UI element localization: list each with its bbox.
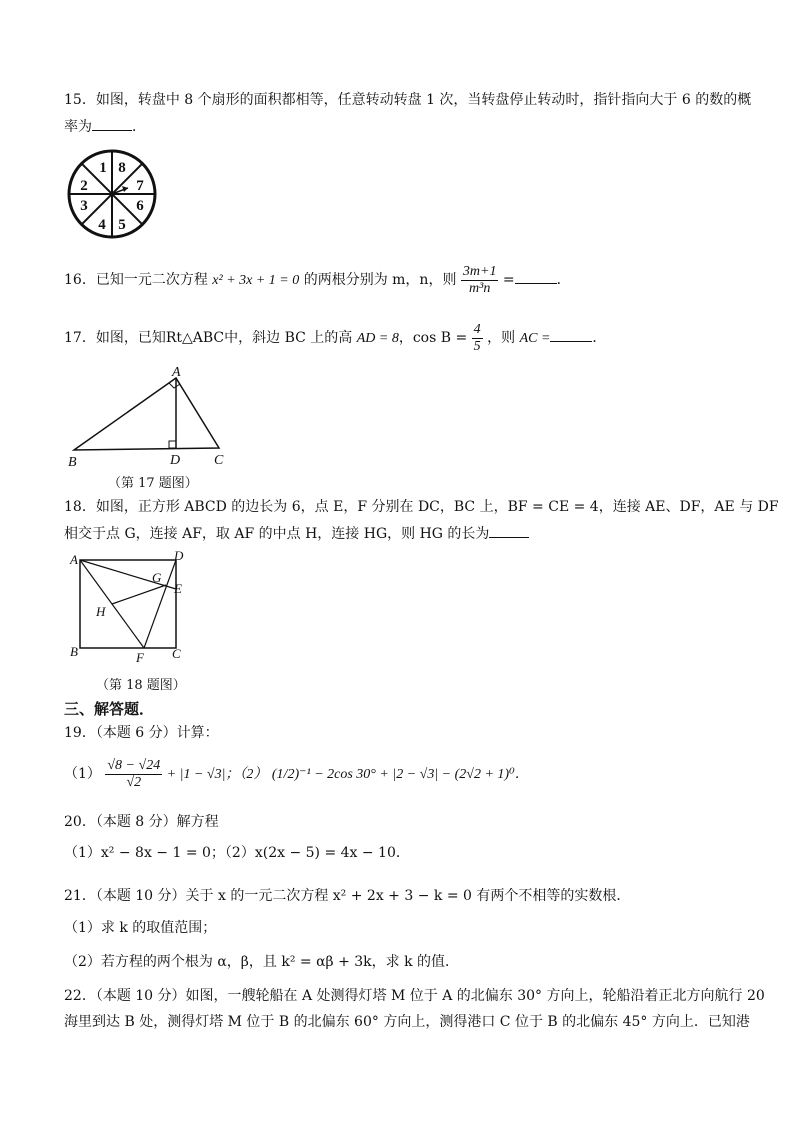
q17-ad: AD = 8 xyxy=(356,331,399,346)
q16-prefix: 16．已知一元二次方程 xyxy=(64,272,208,288)
q18-label-h: H xyxy=(96,604,106,619)
q22-line2: 海里到达 B 处，测得灯塔 M 位于 B 的北偏东 60° 方向上，测得港口 C 位于 B 的北偏东 45° 方向上．已知港 xyxy=(64,1014,750,1030)
q21-part1: （1）求 k 的取值范围； xyxy=(64,920,217,936)
q15-line2 xyxy=(64,116,146,137)
q18-label-a: A xyxy=(70,552,78,567)
q17-label-b: B xyxy=(68,455,77,468)
q18-answer-blank xyxy=(489,523,529,538)
q17-line xyxy=(64,320,606,357)
q17-caption: （第 17 题图） xyxy=(108,476,198,491)
q18-text2: 相交于点 G，连接 AF，取 AF 的中点 H，连接 HG，则 HG 的长为 xyxy=(64,526,490,542)
q19-p1: （1） xyxy=(64,766,101,782)
q16-line xyxy=(64,262,571,299)
q19-p1b: + |1 − √3|；（2） xyxy=(166,767,268,782)
q16-frac-den: m³n xyxy=(469,280,491,296)
q16-fraction xyxy=(461,264,499,297)
q15-answer-blank xyxy=(92,116,132,131)
wheel-number: 7 xyxy=(136,178,144,194)
q17-mid2: ，则 xyxy=(487,330,516,346)
q17-ac: AC = xyxy=(519,331,551,346)
q17-label-d: D xyxy=(170,453,181,468)
section-3-heading: 三、解答题． xyxy=(64,700,155,718)
q18-caption: （第 18 题图） xyxy=(96,678,186,693)
q18-label-b: B xyxy=(70,644,78,659)
wheel-number: 6 xyxy=(136,198,144,214)
q19-frac-num: √8 − √24 xyxy=(107,757,161,773)
q16-mid: 的两根分别为 m，n，则 xyxy=(303,272,457,288)
q17-fraction xyxy=(472,322,483,355)
q17-mid: ，cos B = xyxy=(398,330,468,346)
wheel-number: 2 xyxy=(80,178,88,194)
q16-eq: = xyxy=(502,272,515,288)
q17-label-c: C xyxy=(214,453,224,468)
q18-label-e: E xyxy=(174,581,182,596)
q18-line2 xyxy=(64,523,529,544)
wheel-number: 3 xyxy=(80,198,88,214)
q15-prefix: 率为 xyxy=(64,119,92,135)
q16-answer-blank xyxy=(515,269,557,284)
q17-triangle-figure xyxy=(64,364,244,468)
q19-title: 19．（本题 6 分）计算： xyxy=(64,725,219,741)
q19-p2: (1/2)⁻¹ − 2cos 30° + |2 − √3| − (2√2 + 1)⁰． xyxy=(271,767,529,782)
q17-frac-num: 4 xyxy=(473,321,481,337)
q18-line1: 18．如图，正方形 ABCD 的边长为 6，点 E，F 分别在 DC，BC 上，BF = CE = 4，连接 AE、DF，AE 与 DF xyxy=(64,499,779,515)
q17-label-a: A xyxy=(172,365,181,380)
q18-label-g: G xyxy=(152,570,162,585)
q20-body: （1）x² − 8x − 1 = 0；（2）x(2x − 5) = 4x − 10． xyxy=(64,845,410,861)
q17-answer-blank xyxy=(550,327,592,342)
q18-label-f: F xyxy=(136,650,144,664)
wheel-number: 5 xyxy=(118,217,126,233)
q18-label-d: D xyxy=(174,548,184,563)
q16-end: ． xyxy=(556,272,571,288)
q20-title: 20．（本题 8 分）解方程 xyxy=(64,814,219,830)
q16-frac-num: 3m+1 xyxy=(462,263,497,279)
q17-frac-den: 5 xyxy=(473,338,481,354)
wheel-number: 4 xyxy=(98,217,106,233)
wheel-number: 8 xyxy=(118,160,126,176)
q22-line1: 22．（本题 10 分）如图，一艘轮船在 A 处测得灯塔 M 位于 A 的北偏东 30° 方向上，轮船沿着正北方向航行 20 xyxy=(64,988,765,1004)
q16-equation: x² + 3x + 1 = 0 xyxy=(212,273,300,288)
q18-square-figure xyxy=(64,548,194,664)
q17-prefix: 17．如图，已知Rt△ABC中，斜边 BC 上的高 xyxy=(64,330,353,346)
spinner-wheel-figure xyxy=(66,148,158,240)
q21-title: 21．（本题 10 分）关于 x 的一元二次方程 x² + 2x + 3 − k = 0 有两个不相等的实数根． xyxy=(64,888,631,904)
q15-line1: 15．如图，转盘中 8 个扇形的面积都相等，任意转动转盘 1 次，当转盘停止转动时，指针指向大于 6 的数的概 xyxy=(64,92,752,108)
q19-fraction xyxy=(105,758,162,791)
q19-frac-den: √2 xyxy=(126,774,142,790)
wheel-number: 1 xyxy=(99,160,107,176)
q18-label-c: C xyxy=(172,646,181,661)
q15-end: ． xyxy=(132,119,146,135)
q17-end: ． xyxy=(592,330,607,346)
q21-part2: （2）若方程的两个根为 α，β，且 k² = αβ + 3k，求 k 的值． xyxy=(64,954,460,970)
q19-body xyxy=(64,756,529,793)
